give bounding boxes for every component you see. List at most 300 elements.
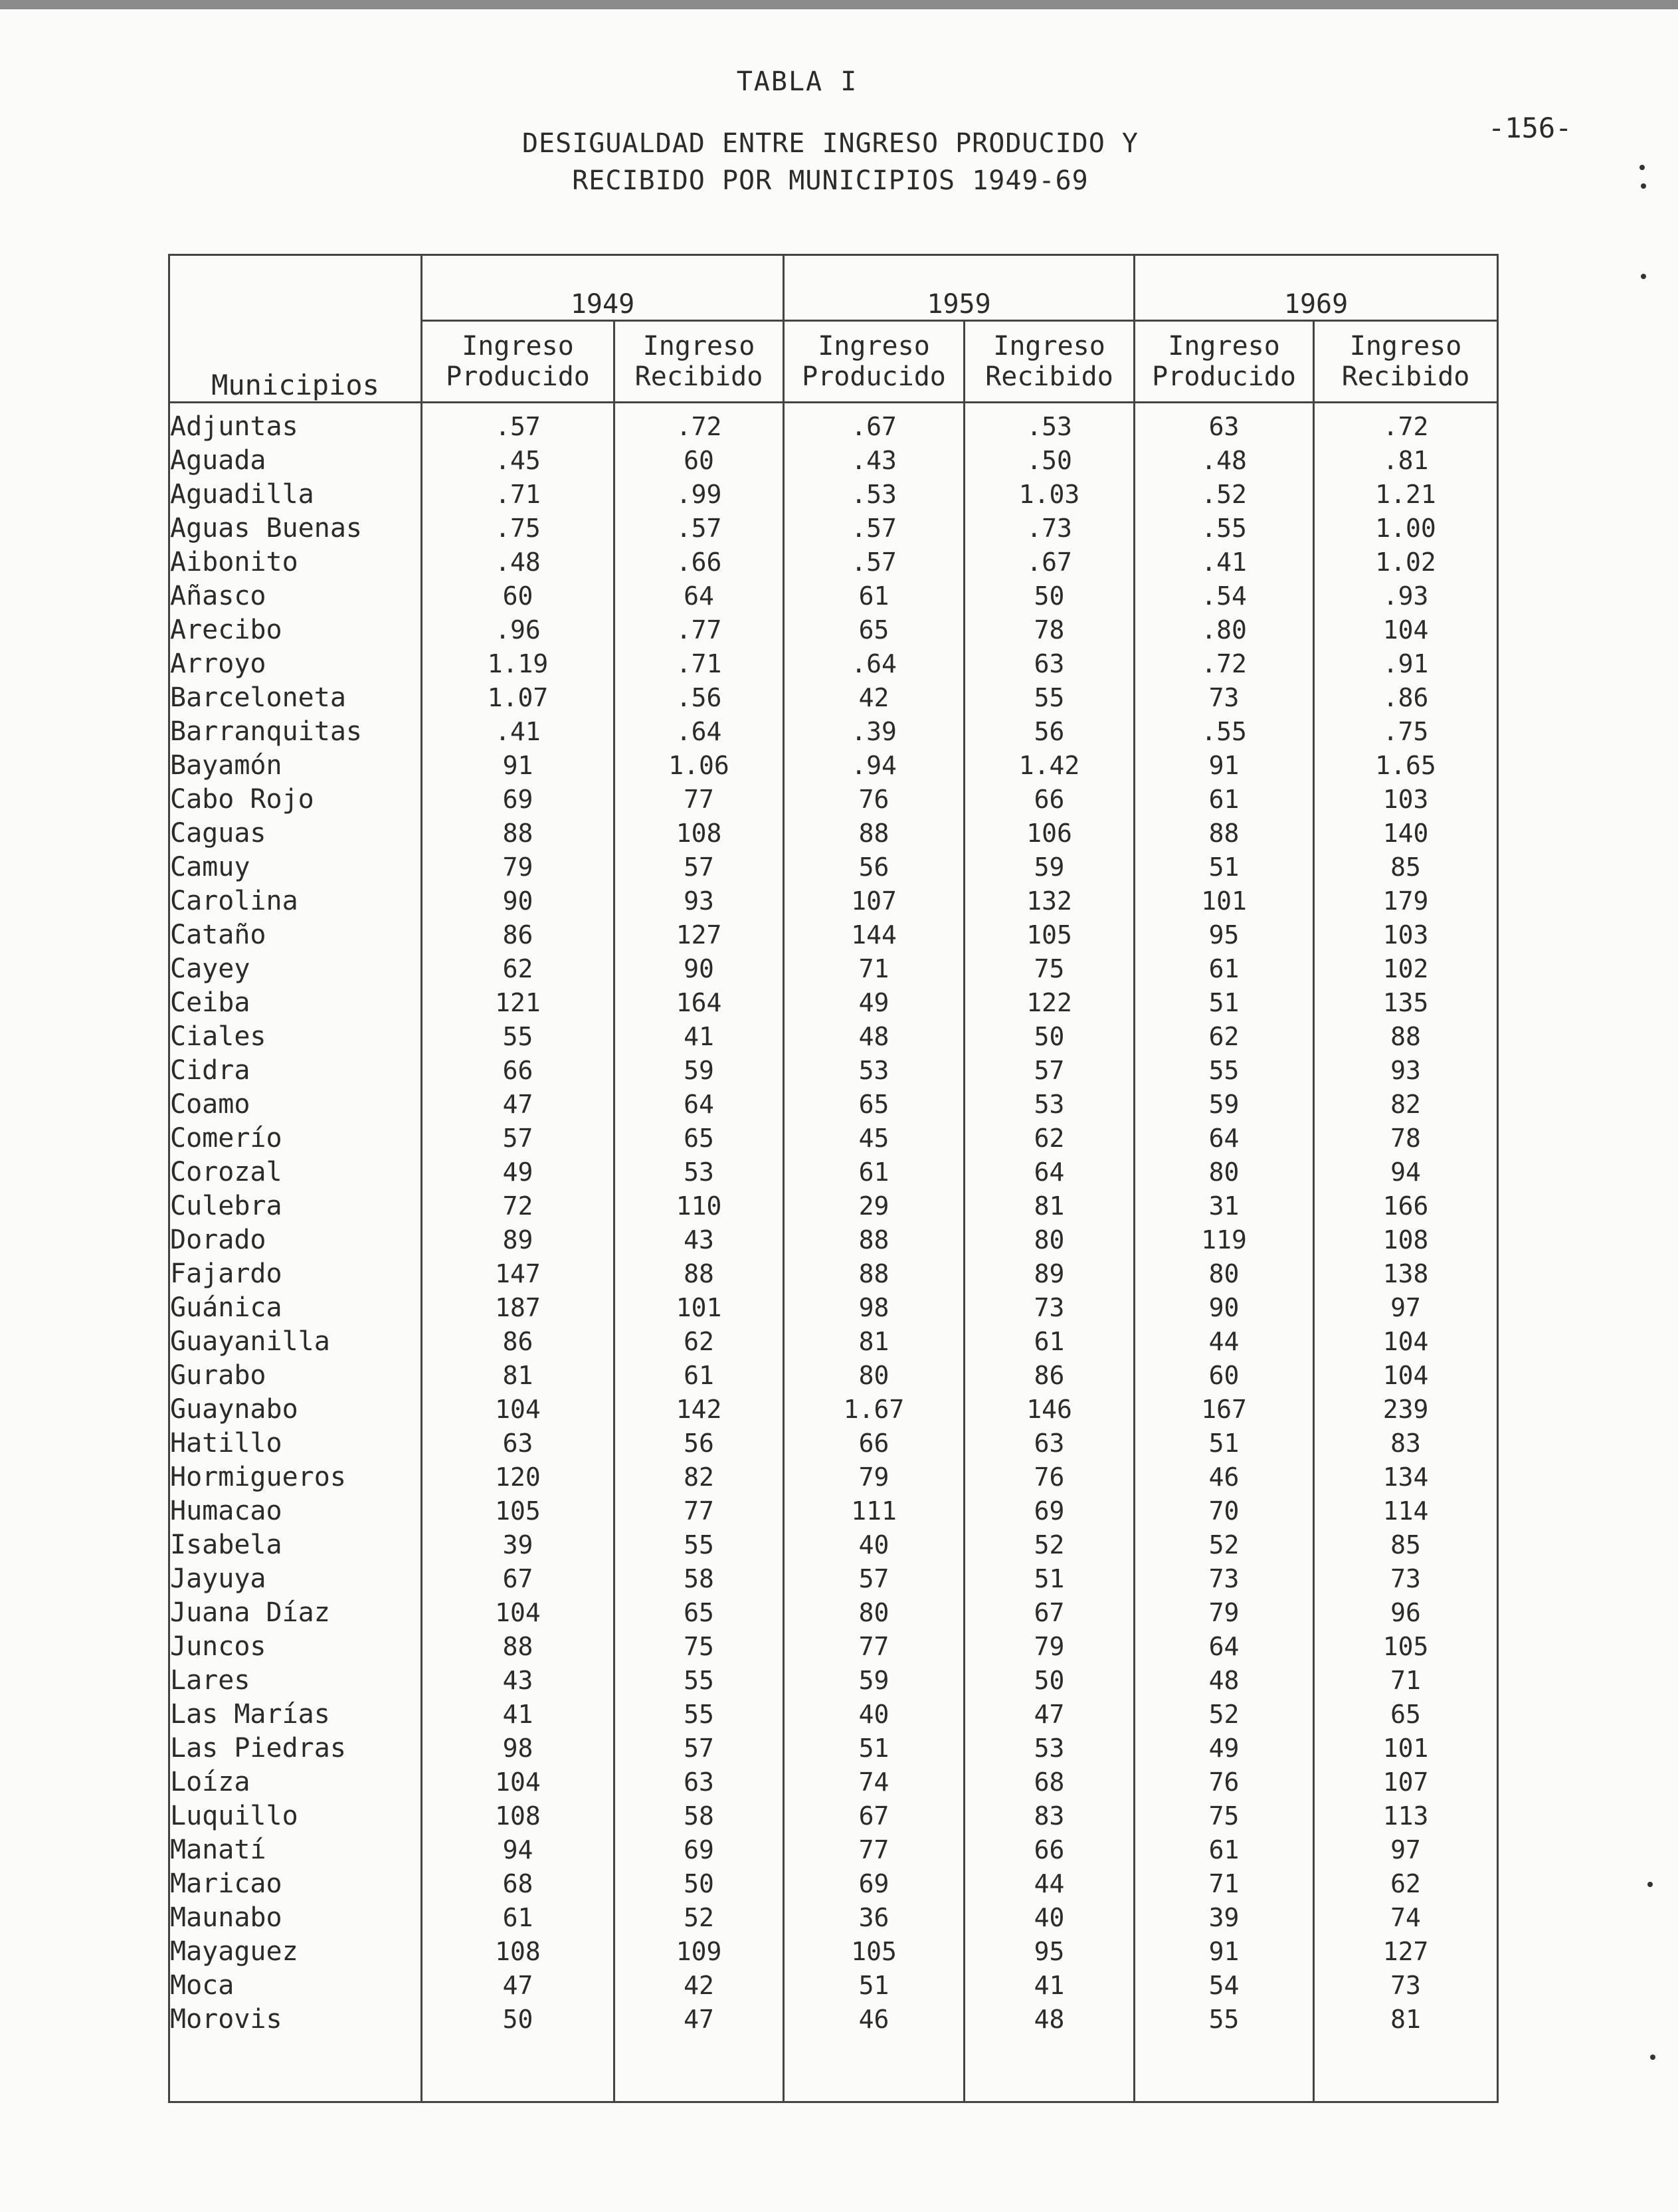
cell-recibido-1949: 65: [614, 1596, 784, 1630]
municipio-name: Aguada: [170, 445, 266, 476]
cell-producido-1959: .57: [784, 546, 965, 579]
cell-recibido-1969: .86: [1314, 681, 1498, 715]
cell-producido-1959: 40: [784, 1528, 965, 1562]
cell-recibido-1969: 108: [1314, 1223, 1498, 1257]
cell-producido-1949: 63: [422, 1427, 614, 1460]
cell-recibido-1959: 63: [965, 647, 1135, 681]
cell-recibido-1969: 83: [1314, 1427, 1498, 1460]
municipio-name: Juncos: [170, 1631, 266, 1662]
table-row: [169, 1393, 1498, 1427]
cell-producido-1969: 75: [1135, 1799, 1314, 1833]
cell-recibido-1959: 132: [965, 884, 1135, 918]
year-1949-header: 1949: [422, 255, 784, 321]
municipio-name: Gurabo: [170, 1360, 266, 1391]
cell-producido-1949: 104: [422, 1596, 614, 1630]
cell-recibido-1949: 63: [614, 1765, 784, 1799]
cell-recibido-1969: 74: [1314, 1901, 1498, 1935]
cell-producido-1949: 39: [422, 1528, 614, 1562]
cell-producido-1969: 60: [1135, 1359, 1314, 1393]
header-producido-1969: Ingreso Producido: [1135, 321, 1314, 403]
cell-producido-1949: 61: [422, 1901, 614, 1935]
cell-recibido-1969: 65: [1314, 1698, 1498, 1732]
cell-producido-1949: 62: [422, 952, 614, 986]
municipio-name: Dorado: [170, 1225, 266, 1255]
cell-producido-1969: 61: [1135, 1833, 1314, 1867]
cell-producido-1959: 107: [784, 884, 965, 918]
cell-producido-1959: 105: [784, 1935, 965, 1969]
cell-recibido-1969: 179: [1314, 884, 1498, 918]
municipio-name: Guaynabo: [170, 1394, 298, 1425]
cell-recibido-1949: 59: [614, 1054, 784, 1088]
cell-recibido-1959: 53: [965, 1732, 1135, 1765]
cell-producido-1959: 49: [784, 986, 965, 1020]
income-table: [168, 254, 1499, 2103]
municipio-name: Las Piedras: [170, 1733, 346, 1763]
cell-producido-1959: 51: [784, 1732, 965, 1765]
table-row: [169, 1901, 1498, 1935]
cell-producido-1969: 73: [1135, 1562, 1314, 1596]
table-row: [169, 1257, 1498, 1291]
cell-producido-1949: 72: [422, 1189, 614, 1223]
cell-recibido-1969: 94: [1314, 1156, 1498, 1189]
cell-recibido-1949: 41: [614, 1020, 784, 1054]
speck: [1650, 2055, 1655, 2060]
cell-producido-1969: 64: [1135, 1122, 1314, 1156]
table-row: [169, 817, 1498, 851]
cell-producido-1959: 1.67: [784, 1393, 965, 1427]
cell-recibido-1969: 73: [1314, 1562, 1498, 1596]
cell-recibido-1969: .91: [1314, 647, 1498, 681]
cell-producido-1949: 68: [422, 1867, 614, 1901]
cell-producido-1949: 89: [422, 1223, 614, 1257]
municipio-name: Ceiba: [170, 987, 250, 1018]
cell-producido-1959: 29: [784, 1189, 965, 1223]
cell-producido-1969: 95: [1135, 918, 1314, 952]
cell-recibido-1949: 142: [614, 1393, 784, 1427]
table-row: [169, 613, 1498, 647]
cell-producido-1969: 55: [1135, 2003, 1314, 2037]
cell-recibido-1959: 52: [965, 1528, 1135, 1562]
cell-recibido-1959: 61: [965, 1325, 1135, 1359]
municipio-name: Coamo: [170, 1089, 250, 1120]
cell-recibido-1959: 50: [965, 1664, 1135, 1698]
municipio-name: Barceloneta: [170, 682, 346, 713]
cell-recibido-1969: 103: [1314, 918, 1498, 952]
cell-producido-1969: 59: [1135, 1088, 1314, 1122]
municipio-name: Jayuya: [170, 1563, 266, 1594]
cell-recibido-1949: 50: [614, 1867, 784, 1901]
cell-producido-1949: 43: [422, 1664, 614, 1698]
cell-recibido-1949: 58: [614, 1799, 784, 1833]
cell-recibido-1969: .75: [1314, 715, 1498, 749]
cell-recibido-1959: 68: [965, 1765, 1135, 1799]
cell-producido-1959: 65: [784, 613, 965, 647]
cell-producido-1959: 111: [784, 1494, 965, 1528]
cell-recibido-1959: 66: [965, 1833, 1135, 1867]
cell-producido-1959: 88: [784, 1257, 965, 1291]
cell-producido-1949: 57: [422, 1122, 614, 1156]
table-row: [169, 1732, 1498, 1765]
municipio-name: Guánica: [170, 1292, 282, 1323]
table-row: [169, 681, 1498, 715]
cell-producido-1969: 51: [1135, 851, 1314, 884]
cell-producido-1959: 61: [784, 579, 965, 613]
cell-recibido-1959: 105: [965, 918, 1135, 952]
cell-recibido-1959: 86: [965, 1359, 1135, 1393]
table-row: [169, 715, 1498, 749]
cell-producido-1969: .54: [1135, 579, 1314, 613]
table-row: [169, 1698, 1498, 1732]
cell-recibido-1959: 53: [965, 1088, 1135, 1122]
table-row: [169, 1833, 1498, 1867]
cell-producido-1949: .48: [422, 546, 614, 579]
cell-producido-1949: 104: [422, 1765, 614, 1799]
table-row: [169, 1427, 1498, 1460]
cell-producido-1969: 48: [1135, 1664, 1314, 1698]
table-row: [169, 952, 1498, 986]
table-row: [169, 579, 1498, 613]
cell-producido-1959: 88: [784, 817, 965, 851]
cell-recibido-1949: 110: [614, 1189, 784, 1223]
cell-producido-1949: .41: [422, 715, 614, 749]
table-row: [169, 1325, 1498, 1359]
cell-producido-1959: 42: [784, 681, 965, 715]
cell-producido-1959: 57: [784, 1562, 965, 1596]
table-row: [169, 1765, 1498, 1799]
subtitle-line-2: RECIBIDO POR MUNICIPIOS 1949-69: [572, 165, 1089, 196]
cell-producido-1959: .53: [784, 478, 965, 512]
cell-recibido-1959: .73: [965, 512, 1135, 546]
cell-producido-1949: 90: [422, 884, 614, 918]
cell-producido-1969: 63: [1135, 410, 1314, 444]
cell-producido-1969: 55: [1135, 1054, 1314, 1088]
cell-recibido-1969: 71: [1314, 1664, 1498, 1698]
cell-producido-1969: 64: [1135, 1630, 1314, 1664]
cell-producido-1969: 49: [1135, 1732, 1314, 1765]
municipio-name: Arecibo: [170, 615, 282, 645]
cell-producido-1969: .55: [1135, 512, 1314, 546]
cell-producido-1949: 69: [422, 783, 614, 817]
cell-recibido-1959: 64: [965, 1156, 1135, 1189]
cell-recibido-1959: 83: [965, 1799, 1135, 1833]
cell-recibido-1949: 57: [614, 1732, 784, 1765]
cell-producido-1959: 74: [784, 1765, 965, 1799]
cell-producido-1969: 39: [1135, 1901, 1314, 1935]
cell-recibido-1949: .57: [614, 512, 784, 546]
table-row: [169, 1359, 1498, 1393]
cell-recibido-1949: 77: [614, 783, 784, 817]
cell-recibido-1959: 47: [965, 1698, 1135, 1732]
cell-producido-1969: 91: [1135, 749, 1314, 783]
cell-recibido-1959: 56: [965, 715, 1135, 749]
cell-producido-1949: .57: [422, 410, 614, 444]
cell-producido-1949: .71: [422, 478, 614, 512]
municipio-name: Comerío: [170, 1123, 282, 1154]
cell-recibido-1969: 135: [1314, 986, 1498, 1020]
table-row: [169, 1562, 1498, 1596]
cell-producido-1949: .96: [422, 613, 614, 647]
cell-recibido-1969: 104: [1314, 1325, 1498, 1359]
cell-recibido-1949: 65: [614, 1122, 784, 1156]
cell-producido-1969: 44: [1135, 1325, 1314, 1359]
cell-producido-1949: 108: [422, 1935, 614, 1969]
cell-producido-1969: 79: [1135, 1596, 1314, 1630]
cell-recibido-1969: 96: [1314, 1596, 1498, 1630]
year-header-row: [169, 255, 1498, 321]
cell-producido-1949: 55: [422, 1020, 614, 1054]
cell-producido-1959: 77: [784, 1833, 965, 1867]
cell-recibido-1949: 93: [614, 884, 784, 918]
table-row: [169, 1494, 1498, 1528]
table-row: [169, 1969, 1498, 2003]
municipio-name: Carolina: [170, 886, 298, 916]
cell-recibido-1969: 81: [1314, 2003, 1498, 2037]
table-row: [169, 1935, 1498, 1969]
cell-recibido-1949: .66: [614, 546, 784, 579]
cell-producido-1959: 76: [784, 783, 965, 817]
cell-producido-1969: 71: [1135, 1867, 1314, 1901]
cell-producido-1949: 66: [422, 1054, 614, 1088]
cell-recibido-1969: 107: [1314, 1765, 1498, 1799]
municipio-name: Guayanilla: [170, 1326, 330, 1357]
cell-recibido-1949: 1.06: [614, 749, 784, 783]
cell-producido-1969: .41: [1135, 546, 1314, 579]
cell-recibido-1949: 69: [614, 1833, 784, 1867]
cell-producido-1969: .52: [1135, 478, 1314, 512]
cell-producido-1969: 51: [1135, 986, 1314, 1020]
speck: [1639, 165, 1645, 170]
municipio-name: Luquillo: [170, 1801, 298, 1831]
table-row: [169, 884, 1498, 918]
cell-recibido-1969: 1.21: [1314, 478, 1498, 512]
municipio-name: Maricao: [170, 1868, 282, 1899]
cell-recibido-1969: 62: [1314, 1867, 1498, 1901]
cell-producido-1959: 71: [784, 952, 965, 986]
table-row: [169, 647, 1498, 681]
cell-recibido-1969: 1.65: [1314, 749, 1498, 783]
table-row: [169, 478, 1498, 512]
municipio-name: Cidra: [170, 1055, 250, 1086]
cell-recibido-1959: 1.03: [965, 478, 1135, 512]
cell-recibido-1959: 66: [965, 783, 1135, 817]
cell-recibido-1959: 80: [965, 1223, 1135, 1257]
table-row: [169, 1528, 1498, 1562]
cell-recibido-1959: 81: [965, 1189, 1135, 1223]
cell-producido-1969: 76: [1135, 1765, 1314, 1799]
table-row: [169, 512, 1498, 546]
cell-recibido-1969: 140: [1314, 817, 1498, 851]
cell-recibido-1949: 82: [614, 1460, 784, 1494]
cell-recibido-1969: .81: [1314, 444, 1498, 478]
cell-recibido-1959: .53: [965, 410, 1135, 444]
table-row: [169, 1664, 1498, 1698]
cell-producido-1959: 56: [784, 851, 965, 884]
cell-producido-1959: .67: [784, 410, 965, 444]
cell-recibido-1959: 59: [965, 851, 1135, 884]
cell-producido-1959: .64: [784, 647, 965, 681]
municipio-name: Las Marías: [170, 1699, 330, 1730]
cell-producido-1959: 59: [784, 1664, 965, 1698]
municipio-name: Ciales: [170, 1021, 266, 1052]
cell-producido-1959: .39: [784, 715, 965, 749]
scan-top-edge: [0, 0, 1678, 9]
cell-recibido-1969: 73: [1314, 1969, 1498, 2003]
cell-recibido-1959: 75: [965, 952, 1135, 986]
table-title: TABLA I: [736, 66, 858, 97]
cell-producido-1969: 51: [1135, 1427, 1314, 1460]
cell-recibido-1969: 1.02: [1314, 546, 1498, 579]
cell-recibido-1959: 106: [965, 817, 1135, 851]
cell-producido-1959: 98: [784, 1291, 965, 1325]
table-row: [169, 2003, 1498, 2037]
table-body: [169, 403, 1498, 2102]
cell-recibido-1949: 64: [614, 579, 784, 613]
municipio-name: Arroyo: [170, 649, 266, 679]
cell-recibido-1959: 50: [965, 1020, 1135, 1054]
cell-recibido-1949: 53: [614, 1156, 784, 1189]
cell-producido-1949: 1.07: [422, 681, 614, 715]
municipio-name: Humacao: [170, 1496, 282, 1526]
cell-producido-1969: 31: [1135, 1189, 1314, 1223]
cell-producido-1959: 53: [784, 1054, 965, 1088]
cell-recibido-1949: .77: [614, 613, 784, 647]
table-tail-row: [169, 2037, 1498, 2102]
cell-recibido-1949: 64: [614, 1088, 784, 1122]
cell-recibido-1949: 108: [614, 817, 784, 851]
cell-recibido-1949: 101: [614, 1291, 784, 1325]
cell-producido-1949: 50: [422, 2003, 614, 2037]
cell-recibido-1959: 67: [965, 1596, 1135, 1630]
cell-recibido-1959: 40: [965, 1901, 1135, 1935]
cell-recibido-1969: 134: [1314, 1460, 1498, 1494]
speck: [1647, 1882, 1653, 1887]
municipio-name: Moca: [170, 1970, 234, 2001]
cell-recibido-1969: 113: [1314, 1799, 1498, 1833]
municipio-name: Hatillo: [170, 1428, 282, 1458]
cell-recibido-1959: 73: [965, 1291, 1135, 1325]
municipio-name: Fajardo: [170, 1258, 282, 1289]
year-1969-header: 1969: [1135, 255, 1498, 321]
cell-recibido-1969: 82: [1314, 1088, 1498, 1122]
cell-producido-1959: .94: [784, 749, 965, 783]
table-row: [169, 1156, 1498, 1189]
municipio-name: Cayey: [170, 954, 250, 984]
cell-recibido-1959: 122: [965, 986, 1135, 1020]
cell-recibido-1949: 55: [614, 1664, 784, 1698]
cell-producido-1949: 79: [422, 851, 614, 884]
cell-recibido-1959: 55: [965, 681, 1135, 715]
cell-recibido-1969: 97: [1314, 1833, 1498, 1867]
table-row: [169, 1630, 1498, 1664]
cell-producido-1949: 88: [422, 817, 614, 851]
cell-recibido-1949: 55: [614, 1528, 784, 1562]
cell-producido-1969: .72: [1135, 647, 1314, 681]
cell-producido-1959: 79: [784, 1460, 965, 1494]
cell-recibido-1949: .99: [614, 478, 784, 512]
header-recibido-1969: Ingreso Recibido: [1314, 321, 1498, 403]
cell-producido-1959: 81: [784, 1325, 965, 1359]
municipio-name: Camuy: [170, 852, 250, 882]
cell-producido-1959: 51: [784, 1969, 965, 2003]
municipio-name: Aguas Buenas: [170, 513, 362, 544]
cell-producido-1959: 36: [784, 1901, 965, 1935]
cell-recibido-1959: .67: [965, 546, 1135, 579]
cell-recibido-1949: 52: [614, 1901, 784, 1935]
cell-producido-1969: 167: [1135, 1393, 1314, 1427]
table-row: [169, 1122, 1498, 1156]
table-row: [169, 1189, 1498, 1223]
cell-recibido-1959: 95: [965, 1935, 1135, 1969]
cell-producido-1959: 40: [784, 1698, 965, 1732]
table-row: [169, 749, 1498, 783]
cell-recibido-1949: 57: [614, 851, 784, 884]
cell-recibido-1959: 51: [965, 1562, 1135, 1596]
cell-producido-1949: 41: [422, 1698, 614, 1732]
cell-producido-1949: 1.19: [422, 647, 614, 681]
cell-recibido-1969: 85: [1314, 1528, 1498, 1562]
cell-producido-1959: 69: [784, 1867, 965, 1901]
cell-producido-1969: 91: [1135, 1935, 1314, 1969]
cell-producido-1949: .45: [422, 444, 614, 478]
table-row: [169, 444, 1498, 478]
cell-producido-1949: 187: [422, 1291, 614, 1325]
header-recibido-1959: Ingreso Recibido: [965, 321, 1135, 403]
municipio-name: Cabo Rojo: [170, 784, 314, 815]
cell-recibido-1959: 57: [965, 1054, 1135, 1088]
cell-recibido-1969: 93: [1314, 1054, 1498, 1088]
cell-recibido-1969: 138: [1314, 1257, 1498, 1291]
table-row: [169, 1867, 1498, 1901]
municipio-name: Adjuntas: [170, 411, 298, 442]
municipio-name: Aibonito: [170, 547, 298, 577]
cell-recibido-1949: 61: [614, 1359, 784, 1393]
table-row: [169, 1054, 1498, 1088]
cell-producido-1969: 101: [1135, 884, 1314, 918]
cell-producido-1959: 61: [784, 1156, 965, 1189]
cell-producido-1969: 88: [1135, 817, 1314, 851]
table-row: [169, 918, 1498, 952]
cell-producido-1959: .43: [784, 444, 965, 478]
cell-recibido-1949: .56: [614, 681, 784, 715]
municipio-name: Manatí: [170, 1835, 266, 1865]
cell-producido-1959: 80: [784, 1359, 965, 1393]
cell-recibido-1969: 114: [1314, 1494, 1498, 1528]
cell-recibido-1959: 146: [965, 1393, 1135, 1427]
municipio-name: Cataño: [170, 920, 266, 950]
cell-producido-1959: 48: [784, 1020, 965, 1054]
cell-recibido-1969: 127: [1314, 1935, 1498, 1969]
table-row: [169, 1460, 1498, 1494]
page-number: -156-: [1488, 112, 1572, 144]
municipio-name: Mayaguez: [170, 1936, 298, 1967]
cell-recibido-1959: 41: [965, 1969, 1135, 2003]
cell-recibido-1959: 78: [965, 613, 1135, 647]
cell-recibido-1949: 109: [614, 1935, 784, 1969]
municipios-header: Municipios: [211, 369, 379, 401]
cell-recibido-1949: .72: [614, 410, 784, 444]
table-row: [169, 1291, 1498, 1325]
cell-recibido-1949: 88: [614, 1257, 784, 1291]
cell-recibido-1959: 89: [965, 1257, 1135, 1291]
cell-recibido-1949: .64: [614, 715, 784, 749]
cell-producido-1949: .75: [422, 512, 614, 546]
cell-recibido-1959: 62: [965, 1122, 1135, 1156]
cell-recibido-1969: .93: [1314, 579, 1498, 613]
cell-producido-1969: 62: [1135, 1020, 1314, 1054]
cell-producido-1969: 119: [1135, 1223, 1314, 1257]
cell-producido-1949: 91: [422, 749, 614, 783]
cell-producido-1949: 86: [422, 918, 614, 952]
